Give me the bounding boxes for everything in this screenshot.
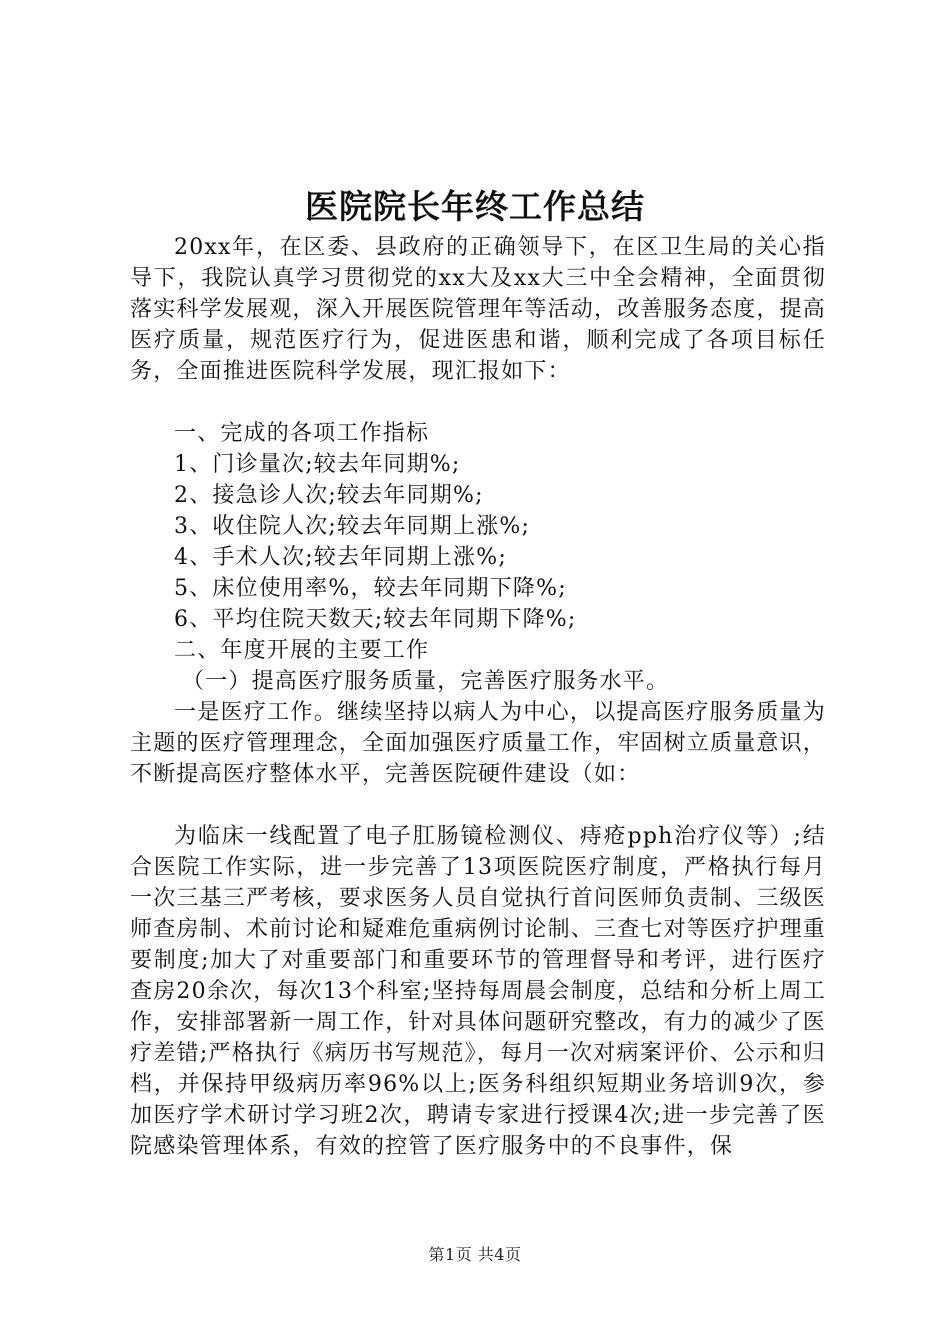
document-body bbox=[130, 232, 826, 1162]
section-heading-indicators: 一、完成的各项工作指标 bbox=[174, 421, 430, 446]
section-heading-main-work: 二、年度开展的主要工作 bbox=[174, 638, 430, 663]
indicator-item: 3、收住院人次;较去年同期上涨%; bbox=[174, 514, 531, 539]
document-title: 医院院长年终工作总结 bbox=[305, 187, 645, 226]
page-number-footer: 第1页 共4页 bbox=[428, 1245, 522, 1264]
indicator-item: 1、门诊量次;较去年同期%; bbox=[174, 452, 461, 477]
paragraph-spacer bbox=[130, 387, 826, 418]
subsection-heading-quality: （一）提高医疗服务质量，完善医疗服务水平。 bbox=[182, 669, 670, 694]
equipment-paragraph: 为临床一线配置了电子肛肠镜检测仪、痔疮pph治疗仪等）;结合医院工作实际，进一步完善了13项医院医疗制度，严格执行每月一次三基三严考核，要求医务人员自觉执行首问医师负责制、三级医师查房制、术前讨论和疑难危重病例讨论制、三查七对等医疗护理重要制度;加大了对重要部门和重要环节的管理督导和考评，进行医疗查房20余次，每次13个科室;坚持每周晨会制度，总结和分析上周工作，安排部署新一周工作，针对具体问题研究整改，有力的减少了医疗差错;严格执行《病历书写规范》，每月一次对病案评价、公示和归档，并保持甲级病历率96%以上;医务科组织短期业务培训9次，参加医疗学术研讨学习班2次，聘请专家进行授课4次;进一步完善了医院感染管理体系，有效的控管了医疗服务中的不良事件，保 bbox=[130, 824, 827, 1159]
indicator-item: 5、床位使用率%，较去年同期下降%; bbox=[174, 576, 567, 601]
indicator-item: 2、接急诊人次;较去年同期%; bbox=[174, 483, 484, 508]
paragraph-spacer bbox=[130, 790, 826, 821]
indicator-item: 4、手术人次;较去年同期上涨%; bbox=[174, 545, 507, 570]
medical-work-paragraph: 一是医疗工作。继续坚持以病人为中心，以提高医疗服务质量为主题的医疗管理理念，全面加强医疗质量工作，牢固树立质量意识，不断提高医疗整体水平，完善医院硬件建设（如： bbox=[130, 700, 827, 787]
intro-paragraph: 20xx年，在区委、县政府的正确领导下，在区卫生局的关心指导下，我院认真学习贯彻党的xx大及xx大三中全会精神，全面贯彻落实科学发展观，深入开展医院管理年等活动，改善服务态度，提高医疗质量，规范医疗行为，促进医患和谐，顺利完成了各项目标任务，全面推进医院科学发展，现汇报如下： bbox=[130, 235, 827, 384]
indicator-item: 6、平均住院天数天;较去年同期下降%; bbox=[174, 607, 577, 632]
